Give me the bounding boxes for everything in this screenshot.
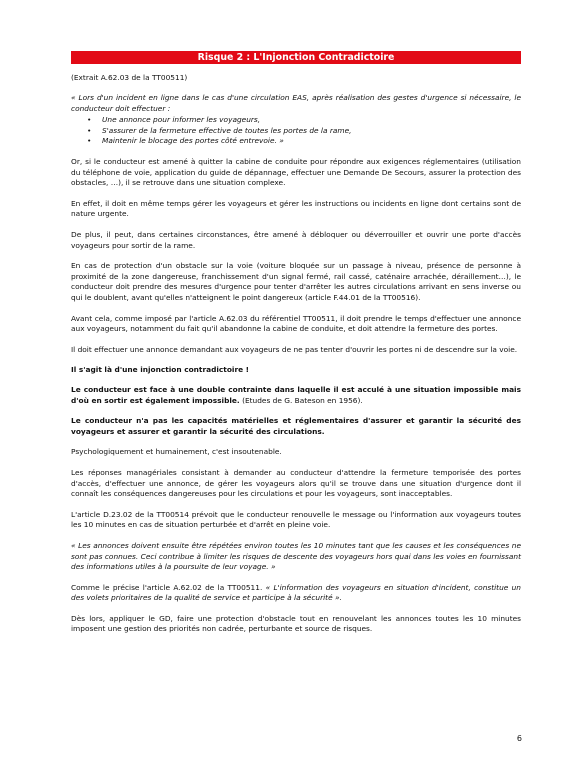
bullet-item: • Une annonce pour informer les voyageurs,	[102, 115, 521, 126]
paragraph-protection: En cas de protection d'un obstacle sur la voie (voiture bloquée sur un passage à niveau, présence de personne à proximité de la zone dangereuse, franchissement d'un signal fermé, rail cassé, caténaire arrachée, déraillement…), le conducteur doit prendre des mesures d'urgence pour tenter d'arrêter les autres circulations arrivant en sens inverse ou qui le doublent, avant qu'elles n'atteignent le point dangereux (article F.44.01 de la TT00516).	[71, 260, 521, 303]
bullet-item: • S'assurer de la fermeture effective de toutes les portes de la rame,	[102, 126, 521, 137]
quote-intro: « Lors d'un incident en ligne dans le cas d'une circulation EAS, après réalisation des gestes d'urgence si nécessaire, le conducteur doit effectuer :	[71, 93, 521, 114]
comme-precise-quote: « L'information des voyageurs en situation d'incident, constitue un des volets prioritaires de la qualité de service et participe à la sécurité ».	[71, 582, 521, 603]
double-contrainte-bold: Le conducteur est face à une double contrainte dans laquelle il est acculé à une situation impossible mais d'où en sortir est également impossible.	[71, 385, 521, 406]
section-title-banner: Risque 2 : L'Injonction Contradictoire	[71, 51, 521, 64]
bullet-list	[71, 115, 521, 147]
quote-annonces: « Les annonces doivent ensuite être répétées environ toutes les 10 minutes tant que les causes et les conséquences ne sont pas connues. Ceci contribue à limiter les risques de descente des voyageurs hors quai dans les voies en fournissant des informations utiles à la poursuite de leur voyage. »	[71, 540, 521, 572]
paragraph-en-effet: En effet, il doit en même temps gérer les voyageurs et gérer les instructions ou incidents en ligne dont certains sont de nature urgente.	[71, 198, 521, 219]
paragraph-des-lors: Dès lors, appliquer le GD, faire une protection d'obstacle tout en renouvelant les annonces toutes les 10 minutes imposent une gestion des priorités non cadrée, perturbante et source de risques.	[71, 613, 521, 634]
comme-precise-text: Comme le précise l'article A.62.02 de la TT00511.	[71, 582, 266, 592]
paragraph-annonce: Il doit effectuer une annonce demandant aux voyageurs de ne pas tenter d'ouvrir les portes ni de descendre sur la voie.	[71, 344, 518, 354]
page-number: 6	[516, 734, 522, 743]
paragraph-capacites: Le conducteur n'a pas les capacités matérielles et réglementaires d'assurer et garantir la sécurité des voyageurs et assurer et garantir la sécurité des circulations.	[71, 416, 521, 437]
paragraph-avant-cela: Avant cela, comme imposé par l'article A.62.03 du référentiel TT00511, il doit prendre le temps d'effectuer une annonce aux voyageurs, notamment du fait qu'il abandonne la cabine de conduite, et doit attendre la fermeture des portes.	[71, 313, 521, 334]
bateson-reference: (Etudes de G. Bateson en 1956).	[239, 396, 363, 406]
paragraph-de-plus: De plus, il peut, dans certaines circonstances, être amené à débloquer ou déverrouiller et ouvrir une porte d'accès voyageurs pour sortir de la rame.	[71, 229, 521, 250]
paragraph-extrait: (Extrait A.62.03 de la TT00511)	[71, 73, 188, 82]
paragraph-article-d2302: L'article D.23.02 de la TT00514 prévoit que le conducteur renouvelle le message ou l'information aux voyageurs toutes les 10 minutes en cas de situation perturbée et d'arrêt en pleine voie.	[71, 509, 521, 530]
paragraph-reponses: Les réponses managériales consistant à demander au conducteur d'attendre la fermeture temporisée des portes d'accès, d'effectuer une annonce, de gérer les voyageurs alors qu'il se trouve dans une situation d'urgence dont il connaît les conséquences dangereuses pour les circulations et pour les voyageurs, sont inacceptables.	[71, 467, 521, 499]
paragraph-or: Or, si le conducteur est amené à quitter la cabine de conduite pour répondre aux exigences réglementaires (utilisation du téléphone de voie, application du guide de dépannage, effectuer une Demande De Secours, assurer la protection des obstacles, …), il se retrouve dans une situation complexe.	[71, 156, 521, 188]
paragraph-injonction: Il s'agit là d'une injonction contradictoire !	[71, 364, 250, 374]
paragraph-double-contrainte	[71, 385, 521, 407]
paragraph-comme-precise	[71, 583, 521, 605]
paragraph-psycho: Psychologiquement et humainement, c'est insoutenable.	[71, 447, 282, 457]
bullet-item: • Maintenir le blocage des portes côté entrevoie. »	[102, 136, 521, 147]
